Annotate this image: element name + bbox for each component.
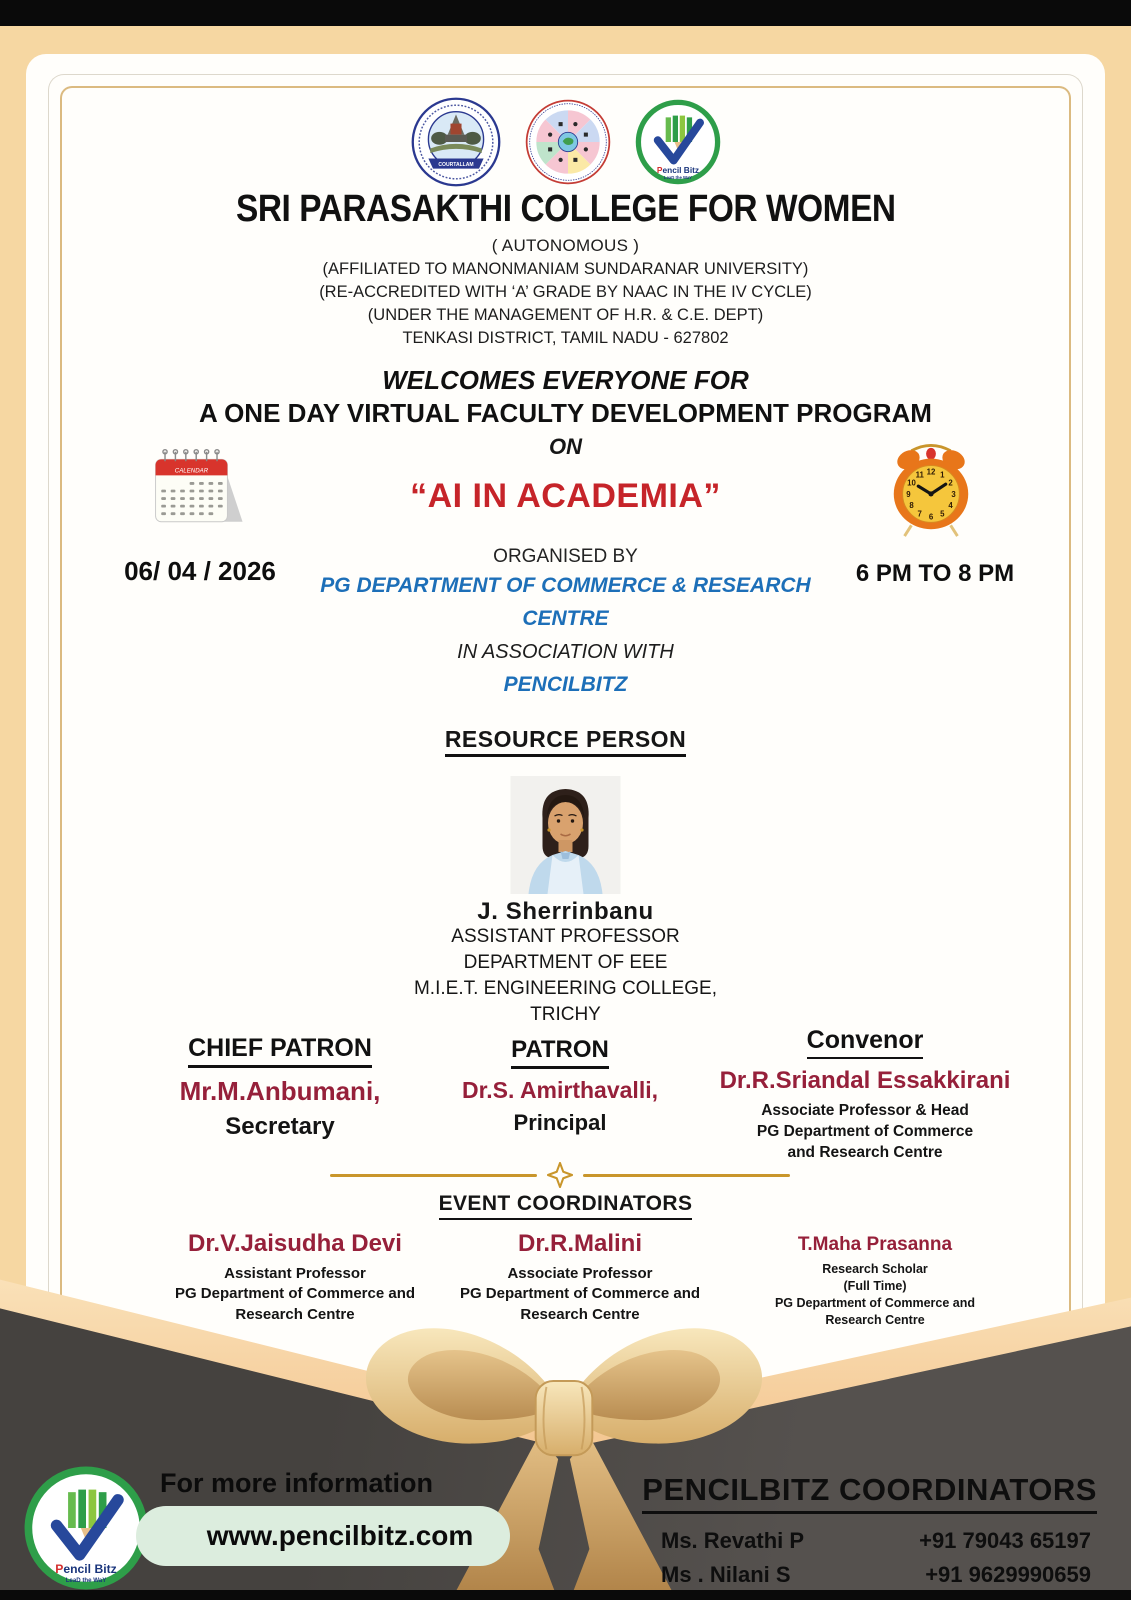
svg-text:7: 7 [917, 509, 922, 519]
more-info-label: For more information [160, 1468, 434, 1498]
college-affiliation: (AFFILIATED TO MANONMANIAM SUNDARANAR UNIVERSITY) [322, 260, 809, 278]
organiser-line-2: CENTRE [522, 607, 609, 630]
svg-text:2: 2 [948, 478, 953, 488]
college-name: SRI PARASAKTHI COLLEGE FOR WOMEN [235, 188, 896, 230]
contact-1-phone: +91 79043 65197 [919, 1528, 1091, 1553]
logos-row [0, 96, 1131, 188]
convenor-role-2: PG Department of Commerce [756, 1122, 974, 1140]
convenor-block [695, 1026, 1035, 1164]
coordinator-3-role-4: Research Centre [825, 1312, 925, 1327]
patron-title: PATRON [511, 1036, 609, 1069]
college-autonomous: ( AUTONOMOUS ) [491, 236, 640, 255]
bottom-border-strip [0, 1590, 1131, 1600]
pencilbitz-logo [22, 1464, 150, 1592]
event-date: 06/ 04 / 2026 [124, 556, 276, 586]
svg-text:10: 10 [907, 478, 916, 488]
svg-text:4: 4 [948, 501, 953, 511]
patron-name: Dr.S. Amirthavalli, [462, 1077, 658, 1103]
coordinator-2-role-3: Research Centre [520, 1305, 640, 1323]
coordinator-3-role-1: Research Scholar [822, 1262, 928, 1276]
organiser-line-1: PG DEPARTMENT OF COMMERCE & RESEARCH [320, 574, 811, 597]
event-time: 6 PM TO 8 PM [855, 560, 1015, 587]
contact-1-name: Ms. Revathi P [661, 1528, 805, 1553]
event-coordinators-heading: EVENT COORDINATORS [0, 1192, 1131, 1220]
top-border-strip [0, 0, 1131, 26]
divider-line-right [583, 1174, 790, 1177]
pencilbitz-contacts [661, 1524, 1091, 1592]
coordinator-2-name: Dr.R.Malini [517, 1230, 643, 1257]
patron-block [420, 1036, 700, 1136]
contact-row [661, 1524, 1091, 1558]
resource-person-department: DEPARTMENT OF EEE [463, 952, 668, 973]
coordinator-2-role-2: PG Department of Commerce and [459, 1285, 701, 1303]
svg-text:5: 5 [940, 509, 945, 519]
website-pill [136, 1506, 510, 1566]
pencilbitz-logo-name: Pencil Bitz [55, 1561, 117, 1576]
college-seal-banner-text: COURTALLAM [437, 161, 474, 168]
partner-name: PENCILBITZ [503, 673, 628, 696]
chief-patron-title: CHIEF PATRON [188, 1034, 372, 1068]
coordinator-3-role-2: (Full Time) [843, 1278, 907, 1293]
resource-person-college: M.I.E.T. ENGINEERING COLLEGE, [413, 978, 717, 999]
college-location: TENKASI DISTRICT, TAMIL NADU - 627802 [402, 329, 729, 347]
resource-person-heading: RESOURCE PERSON [0, 726, 1131, 757]
calendar-icon-label: CALENDAR [174, 467, 209, 475]
coordinator-1-role-1: Assistant Professor [224, 1265, 366, 1282]
coordinator-1-role-3: Research Centre [235, 1305, 355, 1323]
welcome-line-2: A ONE DAY VIRTUAL FACULTY DEVELOPMENT PROGRAM [199, 398, 932, 428]
divider-line-left [330, 1174, 537, 1177]
pencilbitz-logo-name: Pencil Bitz [656, 164, 699, 175]
association-label: IN ASSOCIATION WITH [457, 641, 674, 663]
svg-text:1: 1 [940, 470, 945, 480]
svg-text:11: 11 [915, 470, 924, 480]
coordinator-2-role-1: Associate Professor [507, 1265, 653, 1282]
gold-divider [330, 1160, 790, 1190]
svg-text:6: 6 [928, 512, 934, 522]
chief-patron-role: Secretary [225, 1113, 335, 1140]
pencilbitz-logo [634, 98, 722, 186]
event-title: “AI IN ACADEMIA” [410, 477, 721, 515]
resource-person-name: J. Sherrinbanu [477, 898, 654, 925]
svg-text:12: 12 [926, 467, 936, 477]
college-management: (UNDER THE MANAGEMENT OF H.R. & C.E. DEPT) [367, 306, 764, 324]
resource-person-city: TRICHY [530, 1004, 601, 1025]
chief-patron-name: Mr.M.Anbumani, [179, 1076, 381, 1106]
convenor-title: Convenor [807, 1026, 924, 1059]
resource-person-photo [510, 776, 621, 894]
patron-role: Principal [513, 1110, 607, 1135]
pencilbitz-coordinators-heading: PENCILBITZ COORDINATORS [577, 1472, 1097, 1514]
svg-text:9: 9 [906, 489, 911, 499]
convenor-name: Dr.R.Sriandal Essakkirani [719, 1067, 1011, 1094]
svg-text:8: 8 [909, 501, 914, 511]
college-accreditation: (RE-ACCREDITED WITH ‘A’ GRADE BY NAAC IN THE IV CYCLE) [319, 283, 812, 301]
welcome-line-1: WELCOMES EVERYONE FOR [382, 365, 749, 395]
department-emblem-logo [524, 98, 612, 186]
organised-by-label: ORGANISED BY [493, 546, 638, 567]
contact-row [661, 1558, 1091, 1592]
four-point-star-icon [547, 1162, 573, 1188]
coordinator-3-role-3: PG Department of Commerce and [774, 1295, 976, 1310]
convenor-role-1: Associate Professor & Head [761, 1102, 969, 1119]
chief-patron-block [140, 1034, 420, 1141]
convenor-role-3: and Research Centre [787, 1143, 943, 1161]
pencilbitz-logo-tagline: LeaD the WaY [65, 1576, 107, 1584]
website-url: www.pencilbitz.com [206, 1520, 474, 1551]
convenor-role-lines [695, 1101, 1035, 1164]
coordinator-1-role-2: PG Department of Commerce and [174, 1285, 416, 1303]
coordinator-1-name: Dr.V.Jaisudha Devi [188, 1230, 402, 1257]
welcome-line-3: ON [549, 434, 582, 459]
svg-text:3: 3 [951, 489, 956, 499]
contact-2-name: Ms . Nilani S [661, 1562, 791, 1587]
resource-person-designation: ASSISTANT PROFESSOR [451, 926, 680, 947]
pencilbitz-logo-tagline: LeaD the WaY [663, 174, 692, 180]
college-seal-logo [410, 96, 502, 188]
footer-section [0, 1240, 1131, 1600]
coordinator-3-name: T.Maha Prasanna [797, 1234, 953, 1255]
contact-2-phone: +91 9629990659 [925, 1562, 1091, 1587]
